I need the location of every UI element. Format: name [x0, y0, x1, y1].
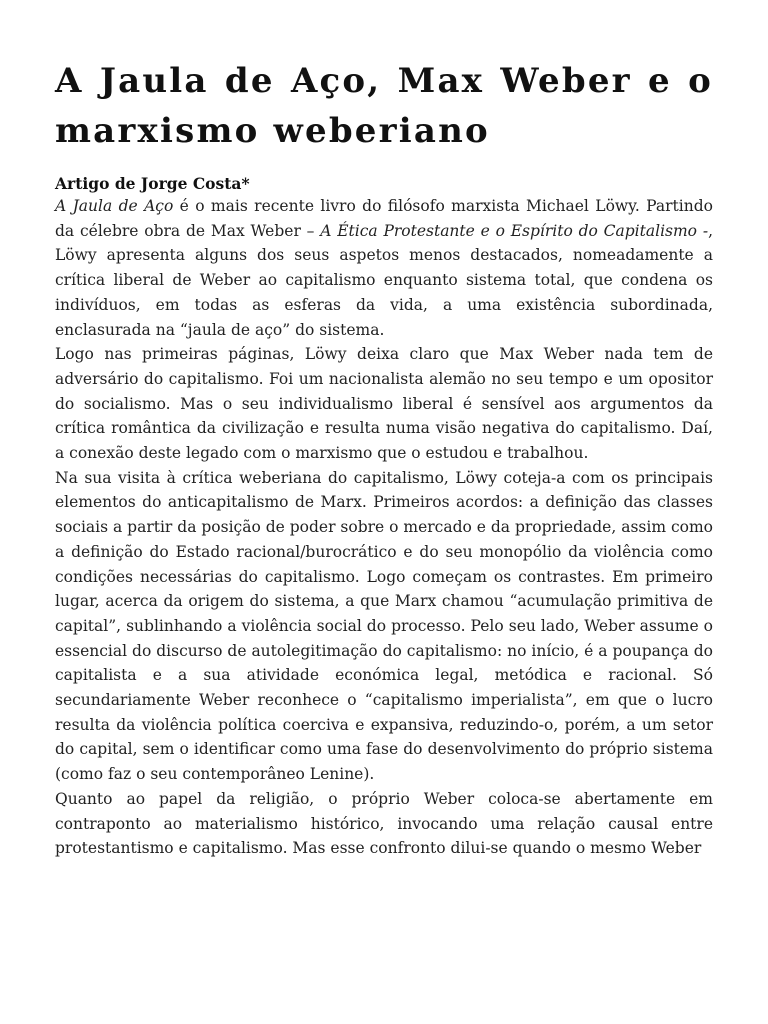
- paragraph-4: Quanto ao papel da religião, o próprio Weber coloca-se abertamente em contraponto ao materialismo histórico, invocando uma relação causal entre protestantismo e capitalismo. Mas esse confronto dilui-se quando o mesmo Weber: [55, 789, 713, 858]
- article-title: A Jaula de Aço, Max Weber e o marxismo weberiano: [55, 61, 713, 151]
- work-title: A Ética Protestante e o Espírito do Capitalismo -: [320, 221, 709, 240]
- article: [55, 56, 713, 861]
- paragraph-1: [55, 194, 713, 342]
- paragraph-3: Na sua visita à crítica weberiana do capitalismo, Löwy coteja-a com os principais elementos do anticapitalismo de Marx. Primeiros acordos: a definição das classes sociais a partir da posição de poder sobre o mercado e da propriedade, assim como a definição do Estado racional/burocrático e do seu monopólio da violência como condições necessárias do capitalismo. Logo começam os contrastes. Em primeiro lugar, acerca da origem do sistema, a que Marx chamou “acumulação primitiva de capital”, sublinhando a violência social do processo. Pelo seu lado, Weber assume o essencial do discurso de autolegitimação do capitalismo: no início, é a poupança do capitalista e a sua atividade económica legal, metódica e racional. Só secundariamente Weber reconhece o “capitalismo imperialista”, em que o lucro resulta da violência política coerciva e expansiva, reduzindo-o, porém, a um setor do capital, sem o identificar como uma fase do desenvolvimento do próprio sistema (como faz o seu contemporâneo Lenine).: [55, 468, 713, 784]
- paragraph-1-text-a: é o mais recente livro do filósofo marxista Michael Löwy. Partindo da célebre obra de Max Weber –: [55, 197, 713, 240]
- article-byline: Artigo de Jorge Costa*: [55, 174, 250, 193]
- paragraph-1-text-b: , Löwy apresenta alguns dos seus aspetos menos destacados, nomeadamente a crítica liberal de Weber ao capitalismo enquanto sistema total, que condena os indivíduos, em todas as esferas da vida, a uma existência subordinada, enclasurada na “jaula de aço” do sistema.: [55, 221, 713, 339]
- paragraph-2: Logo nas primeiras páginas, Löwy deixa claro que Max Weber nada tem de adversário do capitalismo. Foi um nacionalista alemão no seu tempo e um opositor do socialismo. Mas o seu individualismo liberal é sensível aos argumentos da crítica romântica da civilização e resulta numa visão negativa do capitalismo. Daí, a conexão deste legado com o marxismo que o estudou e trabalhou.: [55, 345, 713, 463]
- book-title: A Jaula de Aço: [55, 197, 174, 215]
